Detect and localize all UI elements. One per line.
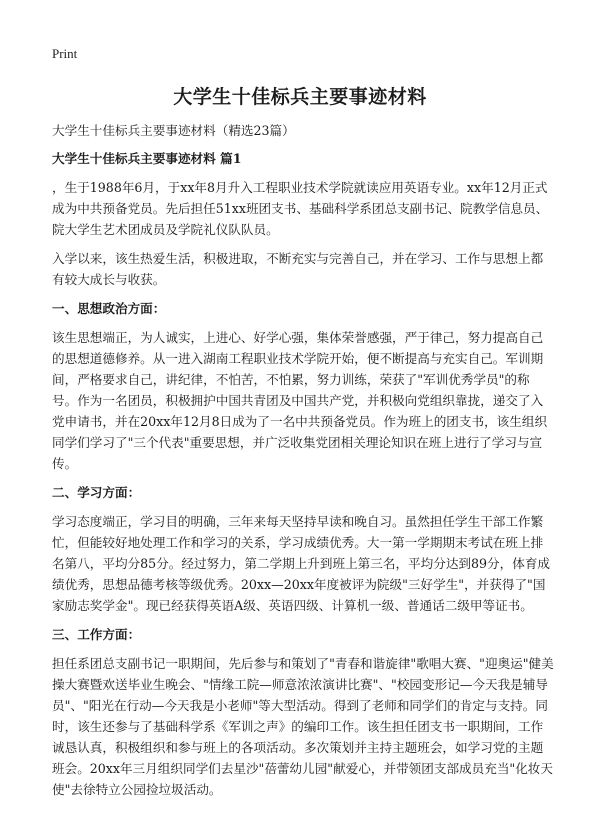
heading-politics: 一、思想政治方面： — [52, 301, 166, 316]
page-title: 大学生十佳标兵主要事迹材料 — [173, 86, 427, 108]
intro-paragraph: ，生于1988年6月，于xx年8月升入工程职业技术学院就读应用英语专业。xx年12月正式成为中共预备党员。先后担任51xx班团支书、基础科学系团总支副书记、院教学信息员、院大学生艺术团成员及学院礼仪队队员。 — [52, 180, 549, 237]
article-body — [52, 120, 554, 806]
work-paragraph: 担任系团总支副书记一职期间，先后参与和策划了"青春和谐旋律"歌唱大赛、"迎奥运"健美操大赛暨欢送毕业生晚会、"情缘工院—师意浓浓演讲比赛"、"校园变形记—今天我是辅导员"、"阳光在行动—今天我是小老师"等大型活动。得到了老师和同学们的肯定与支持。同时，该生还参与了基础科学系《军训之声》的编印工作。该生担任团支书一职期间，工作诚恳认真，积极组织和参与班上的各项活动。多次策划并主持主题班会，如学习党的主题班会。20xx年三月组织同学们去星沙"蓓蕾幼儿园"献爱心，并带领团支部成员充当"化妆天使"去徐特立公园捡垃圾活动。 — [52, 656, 554, 797]
print-link[interactable]: Print — [52, 46, 78, 61]
heading-work: 三、工作方面： — [52, 627, 141, 642]
summary-paragraph: 入学以来，该生热爱生活，积极进取，不断充实与完善自己，并在学习、工作与思想上都有较大成长与收获。 — [52, 251, 544, 287]
heading-study: 二、学习方面： — [52, 485, 141, 500]
section-title: 大学生十佳标兵主要事迹材料 篇1 — [52, 151, 242, 166]
study-paragraph: 学习态度端正，学习目的明确，三年来每天坚持早读和晚自习。虽然担任学生干部工作繁忙，但能较好地处理工作和学习的关系，学习成绩优秀。大一第一学期期末考试在班上排名第八，平均分85分。经过努力，第二学期上升到班上第三名，平均分达到89分，体育成绩优秀，思想品德考核等级优秀。20xx—20xx年度被评为院级"三好学生"，并获得了"国家励志奖学金"。现已经获得英语A级、英语四级、计算机一级、普通话二级甲等证书。 — [52, 514, 551, 613]
politics-paragraph: 该生思想端正，为人诚实，上进心、好学心强，集体荣誉感强，严于律己，努力提高自己的思想道德修养。从一进入湖南工程职业技术学院开始，便不断提高与充实自己。军训期间，严格要求自己，讲纪律，不怕苦，不怕累，努力训练，荣获了"军训优秀学员"的称号。作为一名团员，积极拥护中国共青团及中国共产党，并积极向党组织靠拢，递交了入党申请书，并在20xx年12月8日成为了一名中共预备党员。作为班上的团支书，该生组织同学们学习了"三个代表"重要思想，并广泛收集党团相关理论知识在班上进行了学习与宣传。 — [52, 330, 548, 471]
article-subtitle: 大学生十佳标兵主要事迹材料（精选23篇） — [52, 123, 295, 138]
